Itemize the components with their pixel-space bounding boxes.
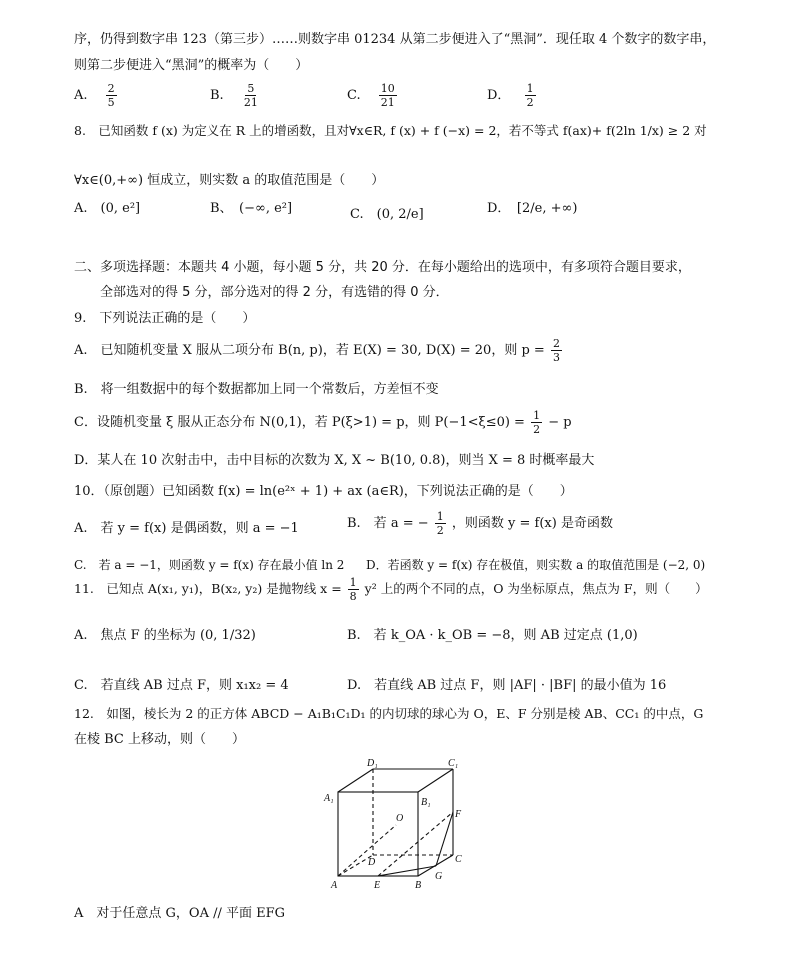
label-F: F [455, 809, 462, 820]
label-A: A [331, 880, 338, 891]
q11-option-a[interactable]: A. 焦点 F 的坐标为 (0, 1/32) [74, 628, 256, 643]
q11-option-c[interactable]: C. 若直线 AB 过点 F，则 x₁x₂ = 4 [74, 678, 289, 693]
q8-stem: 8. 已知函数 f (x) 为定义在 R 上的增函数，且对∀x∈R, f (x) + f (−x) = 2，若不等式 f(ax)+ f(2ln 1/x) ≥ 2 对 [74, 123, 707, 138]
q11-option-b[interactable]: B. 若 k_OA · k_OB = −8，则 AB 过定点 (1,0) [347, 628, 638, 643]
q9-option-d[interactable]: D．某人在 10 次射击中，击中目标的次数为 X, X ~ B(10, 0.8)，则当 X = 8 时概率最大 [74, 453, 595, 468]
label-A1: A₁ [324, 793, 334, 804]
label-E: E [374, 880, 381, 891]
q11-stem: 11. 已知点 A(x₁, y₁)，B(x₂, y₂) 是抛物线 x = $\frac{1}{8}$ y² 上的两个不同的点，O 为坐标原点，焦点为 F，则（ ） [74, 576, 708, 603]
q10-option-b[interactable]: B. 若 a = − $\frac{1}{2}$ ，则函数 y = f(x) 是奇函数 [347, 510, 613, 537]
label-B1: B₁ [421, 797, 431, 808]
q9-option-b[interactable]: B. 将一组数据中的每个数据都加上同一个常数后，方差恒不变 [74, 382, 439, 397]
section2-heading-2: 全部选对的得 5 分，部分选对的得 2 分，有选错的得 0 分． [100, 285, 449, 300]
q7-option-d[interactable]: D． $\frac{1}{2}$ [487, 82, 534, 109]
q9-stem: 9. 下列说法正确的是（ ） [74, 311, 256, 326]
label-C: C [455, 854, 462, 865]
intro-line-2: 则第二步便进入“黑洞”的概率为（ ） [74, 58, 309, 73]
label-O: O [396, 813, 404, 824]
label-C1: C₁ [448, 758, 459, 769]
q8-option-a[interactable]: A. (0, e²] [74, 201, 141, 216]
q8-option-c[interactable]: C. (0, 2/e] [350, 207, 424, 222]
intro-line-1: 序，仍得到数字串 123（第三步）……则数字串 01234 从第二步便进入了“黑洞”．现任取 4 个数字的数字串， [74, 32, 716, 47]
label-D1: D₁ [367, 758, 378, 769]
section2-heading: 二、多项选择题：本题共 4 小题，每小题 5 分，共 20 分．在每小题给出的选项中，有多项符合题目要求， [74, 260, 691, 275]
q12-option-a[interactable]: A 对于任意点 G，OA // 平面 EFG [74, 906, 286, 921]
q9-option-c[interactable]: C．设随机变量 ξ 服从正态分布 N(0,1)，若 P(ξ>1) = p，则 P(−1<ξ≤0) = $\frac{1}{2}$ − p [74, 409, 572, 436]
q12-stem: 12. 如图，棱长为 2 的正方体 ABCD − A₁B₁C₁D₁ 的内切球的球心为 O，E、F 分别是棱 AB、CC₁ 的中点，G [74, 706, 704, 721]
q7-option-a[interactable]: A. $\frac{2}{5}$ [74, 82, 115, 109]
q11-option-d[interactable]: D. 若直线 AB 过点 F，则 |AF| · |BF| 的最小值为 16 [347, 678, 667, 693]
cube-front-face [338, 792, 418, 876]
label-G: G [435, 871, 443, 882]
q12-stem-2: 在棱 BC 上移动，则（ ） [74, 732, 246, 747]
q10-option-c[interactable]: C. 若 a = −1，则函数 y = f(x) 存在最小值 ln 2 [74, 558, 345, 572]
q9-option-a[interactable]: A. 已知随机变量 X 服从二项分布 B(n, p)，若 E(X) = 30, D(X) = 20，则 p = $\frac{2}{3}$ [74, 337, 560, 364]
label-B: B [415, 880, 422, 891]
cube-figure [318, 755, 478, 895]
label-D: D [368, 857, 376, 868]
q10-option-a[interactable]: A. 若 y = f(x) 是偶函数，则 a = −1 [74, 521, 299, 536]
q7-option-c[interactable]: C. $\frac{10}{21}$ [347, 82, 395, 109]
q10-option-d[interactable]: D．若函数 y = f(x) 存在极值，则实数 a 的取值范围是 (−2, 0) [366, 558, 706, 572]
q8-option-b[interactable]: B、 (−∞, e²] [210, 201, 293, 216]
q7-option-b[interactable]: B. $\frac{5}{21}$ [210, 82, 258, 109]
q8-option-d[interactable]: D． [2/e, +∞) [487, 201, 578, 216]
q10-stem: 10．（原创题）已知函数 f(x) = ln(e²ˣ + 1) + ax (a∈R)，下列说法正确的是（ ） [74, 484, 573, 499]
q8-stem-2: ∀x∈(0,+∞) 恒成立，则实数 a 的取值范围是（ ） [74, 173, 385, 188]
